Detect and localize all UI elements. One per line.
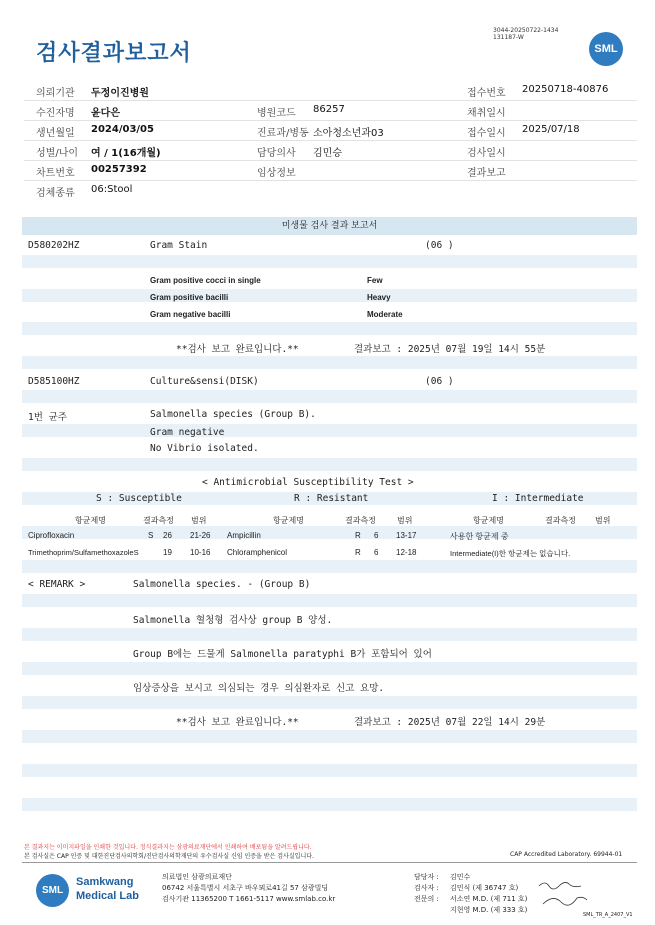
label-clinical-info: 임상정보	[257, 168, 296, 179]
gram-result-name: Gram negative bacilli	[150, 310, 231, 319]
ast-measure: 19	[163, 548, 172, 557]
ast-result: R	[355, 548, 361, 557]
antibiotic-name: Ciprofloxacin	[28, 531, 75, 540]
stripe	[22, 594, 637, 607]
ast-header: 결과측정	[545, 516, 576, 525]
cap-accreditation: CAP Accredited Laboratory. 69944-01	[510, 851, 623, 858]
brand-line2: Medical Lab	[76, 890, 139, 902]
stripe	[22, 526, 637, 539]
ast-header: 항균제명	[75, 516, 106, 525]
ast-header: 범위	[397, 516, 413, 525]
signature-image	[535, 878, 595, 912]
stripe	[22, 798, 637, 811]
stripe	[22, 458, 637, 471]
ast-range: 21-26	[190, 531, 211, 540]
stripe	[22, 628, 637, 641]
footer-divider	[22, 862, 637, 863]
label-hospital-code: 병원코드	[257, 108, 296, 119]
info-row	[24, 160, 637, 181]
value-department: 소아청소년과03	[313, 128, 384, 139]
info-row	[24, 140, 637, 161]
staff-name: 지현영 M.D. (제 333 호)	[450, 906, 528, 914]
stripe	[22, 255, 637, 268]
label-result-report: 결과보고	[467, 168, 506, 179]
label-receipt-date: 접수일시	[467, 128, 506, 139]
stripe	[22, 322, 637, 335]
value-birthdate: 2024/03/05	[91, 124, 154, 135]
staff-role: 검사자 :	[414, 884, 439, 892]
sml-logo: SML	[589, 32, 623, 66]
gram-result-value: Few	[367, 276, 383, 285]
gram-result-value: Moderate	[367, 310, 403, 319]
gram-result-value: Heavy	[367, 293, 391, 302]
ast-note: 사용한 항균제 중	[450, 532, 509, 541]
label-specimen: 검체종류	[36, 188, 75, 199]
page-title: 검사결과보고서	[36, 41, 192, 66]
report-timestamp: 결과보고 : 2025년 07월 19일 14시 55분	[354, 344, 546, 355]
remark-line: Salmonella 혈청형 검사상 group B 양성.	[133, 615, 333, 626]
legend-susceptible: S : Susceptible	[96, 493, 182, 504]
ast-title: < Antimicrobial Susceptibility Test >	[202, 477, 414, 488]
info-row	[24, 100, 637, 121]
value-patient-name: 윤다은	[91, 108, 120, 119]
ast-range: 10-16	[190, 548, 211, 557]
sml-footer-logo-icon: SML	[36, 874, 69, 907]
accreditation-notice: 본 검사실은 CAP 인증 및 대한진단검사의학회/진단검사의학재단의 우수검사실 신임 인증을 받은 검사실입니다.	[24, 853, 314, 860]
value-chart-no: 00257392	[91, 164, 147, 175]
info-row	[24, 180, 637, 200]
label-requester: 의뢰기관	[36, 88, 75, 99]
label-receipt-no: 접수번호	[467, 88, 506, 99]
antibiotic-name: Trimethoprim/SulfamethoxazoleS	[28, 548, 139, 557]
org-address: 06742 서울특별시 서초구 바우뫼로41길 57 삼광빌딩	[162, 884, 329, 892]
stripe	[22, 289, 637, 302]
org-name: 의료법인 삼광의료재단	[162, 873, 232, 881]
value-hospital-code: 86257	[313, 104, 345, 115]
ast-range: 13-17	[396, 531, 417, 540]
info-row	[24, 80, 637, 101]
organism-line: Salmonella species (Group B).	[150, 409, 316, 420]
label-sex-age: 성별/나이	[36, 148, 79, 159]
label-department: 진료과/병동	[257, 128, 309, 139]
ast-range: 12-18	[396, 548, 417, 557]
brand-line1: Samkwang	[76, 876, 134, 888]
staff-role: 담당자 :	[414, 873, 439, 881]
test-code: D580202HZ	[28, 240, 80, 251]
value-receipt-no: 20250718-40876	[522, 84, 609, 95]
ast-header: 항균제명	[273, 516, 304, 525]
label-birthdate: 생년월일	[36, 128, 75, 139]
test-name: Culture&sensi(DISK)	[150, 376, 259, 387]
organism-line: Gram negative	[150, 427, 225, 438]
ast-measure: 6	[374, 531, 379, 540]
value-doctor: 김민승	[313, 148, 342, 159]
print-notice: 본 결과지는 이미지파일을 인쇄한 것입니다. 정식결과지는 삼광의료재단에서 인쇄하여 배포됨을 알려드립니다.	[24, 844, 312, 851]
organism-label: 1번 균주	[28, 412, 67, 423]
stripe	[22, 390, 637, 403]
stripe	[22, 560, 637, 573]
remark-line: 임상증상을 보시고 의심되는 경우 의심환자로 신고 요망.	[133, 683, 385, 694]
ast-result: R	[355, 531, 361, 540]
specimen-code: (06 )	[425, 240, 454, 251]
ast-note: Intermediate(I)한 항균제는 없습니다.	[450, 549, 571, 558]
ast-header: 결과측정	[143, 516, 174, 525]
antibiotic-name: Ampicillin	[227, 531, 261, 540]
specimen-code: (06 )	[425, 376, 454, 387]
value-receipt-date: 2025/07/18	[522, 124, 580, 135]
report-done-notice: **검사 보고 완료입니다.**	[176, 717, 299, 728]
test-name: Gram Stain	[150, 240, 208, 251]
ast-measure: 26	[163, 531, 172, 540]
value-sex-age: 여 / 1(16개월)	[91, 148, 161, 159]
label-doctor: 담당의사	[257, 148, 296, 159]
value-specimen: 06:Stool	[91, 184, 133, 195]
value-requester: 두정이진병원	[91, 88, 149, 99]
stripe	[22, 424, 637, 437]
org-contact: 검사기관 11365200 T 1661-5117 www.smlab.co.kr	[162, 895, 336, 903]
ast-measure: 6	[374, 548, 379, 557]
ast-header: 결과측정	[345, 516, 376, 525]
document-id	[493, 27, 558, 41]
ast-header: 범위	[191, 516, 207, 525]
ast-header: 항균제명	[473, 516, 504, 525]
legend-resistant: R : Resistant	[294, 493, 369, 504]
staff-name: 김민수	[450, 873, 471, 881]
info-row	[24, 120, 637, 141]
form-id: SML_TR_A_2407_V1	[583, 912, 633, 918]
doc-id-line1: 3044-20250722-1434	[493, 27, 559, 34]
report-done-notice: **검사 보고 완료입니다.**	[176, 344, 299, 355]
remark-line: Salmonella species. - (Group B)	[133, 579, 311, 590]
stripe	[22, 662, 637, 675]
organism-line: No Vibrio isolated.	[150, 443, 259, 454]
report-timestamp: 결과보고 : 2025년 07월 22일 14시 29분	[354, 717, 546, 728]
ast-header: 범위	[595, 516, 611, 525]
gram-result-name: Gram positive cocci in single	[150, 276, 261, 285]
label-collection-time: 채취일시	[467, 108, 506, 119]
staff-name: 김민식 (제 36747 호)	[450, 884, 519, 892]
stripe	[22, 730, 637, 743]
antibiotic-name: Chloramphenicol	[227, 548, 288, 557]
doc-id-line2: 131187-W	[493, 34, 524, 41]
legend-intermediate: I : Intermediate	[492, 493, 584, 504]
stripe	[22, 356, 637, 369]
remark-label: < REMARK >	[28, 579, 86, 590]
label-chart-no: 차트번호	[36, 168, 75, 179]
gram-result-name: Gram positive bacilli	[150, 293, 229, 302]
stripe	[22, 696, 637, 709]
remark-line: Group B에는 드물게 Salmonella paratyphi B가 포함되어 있어	[133, 649, 432, 660]
ast-result: S	[148, 531, 154, 540]
label-patient-name: 수진자명	[36, 108, 75, 119]
staff-role: 전문의 :	[414, 895, 439, 903]
label-test-time: 검사일시	[467, 148, 506, 159]
stripe	[22, 764, 637, 777]
section-header: 미생물 검사 결과 보고서	[22, 217, 637, 235]
staff-name: 서소연 M.D. (제 711 호)	[450, 895, 528, 903]
test-code: D585100HZ	[28, 376, 80, 387]
